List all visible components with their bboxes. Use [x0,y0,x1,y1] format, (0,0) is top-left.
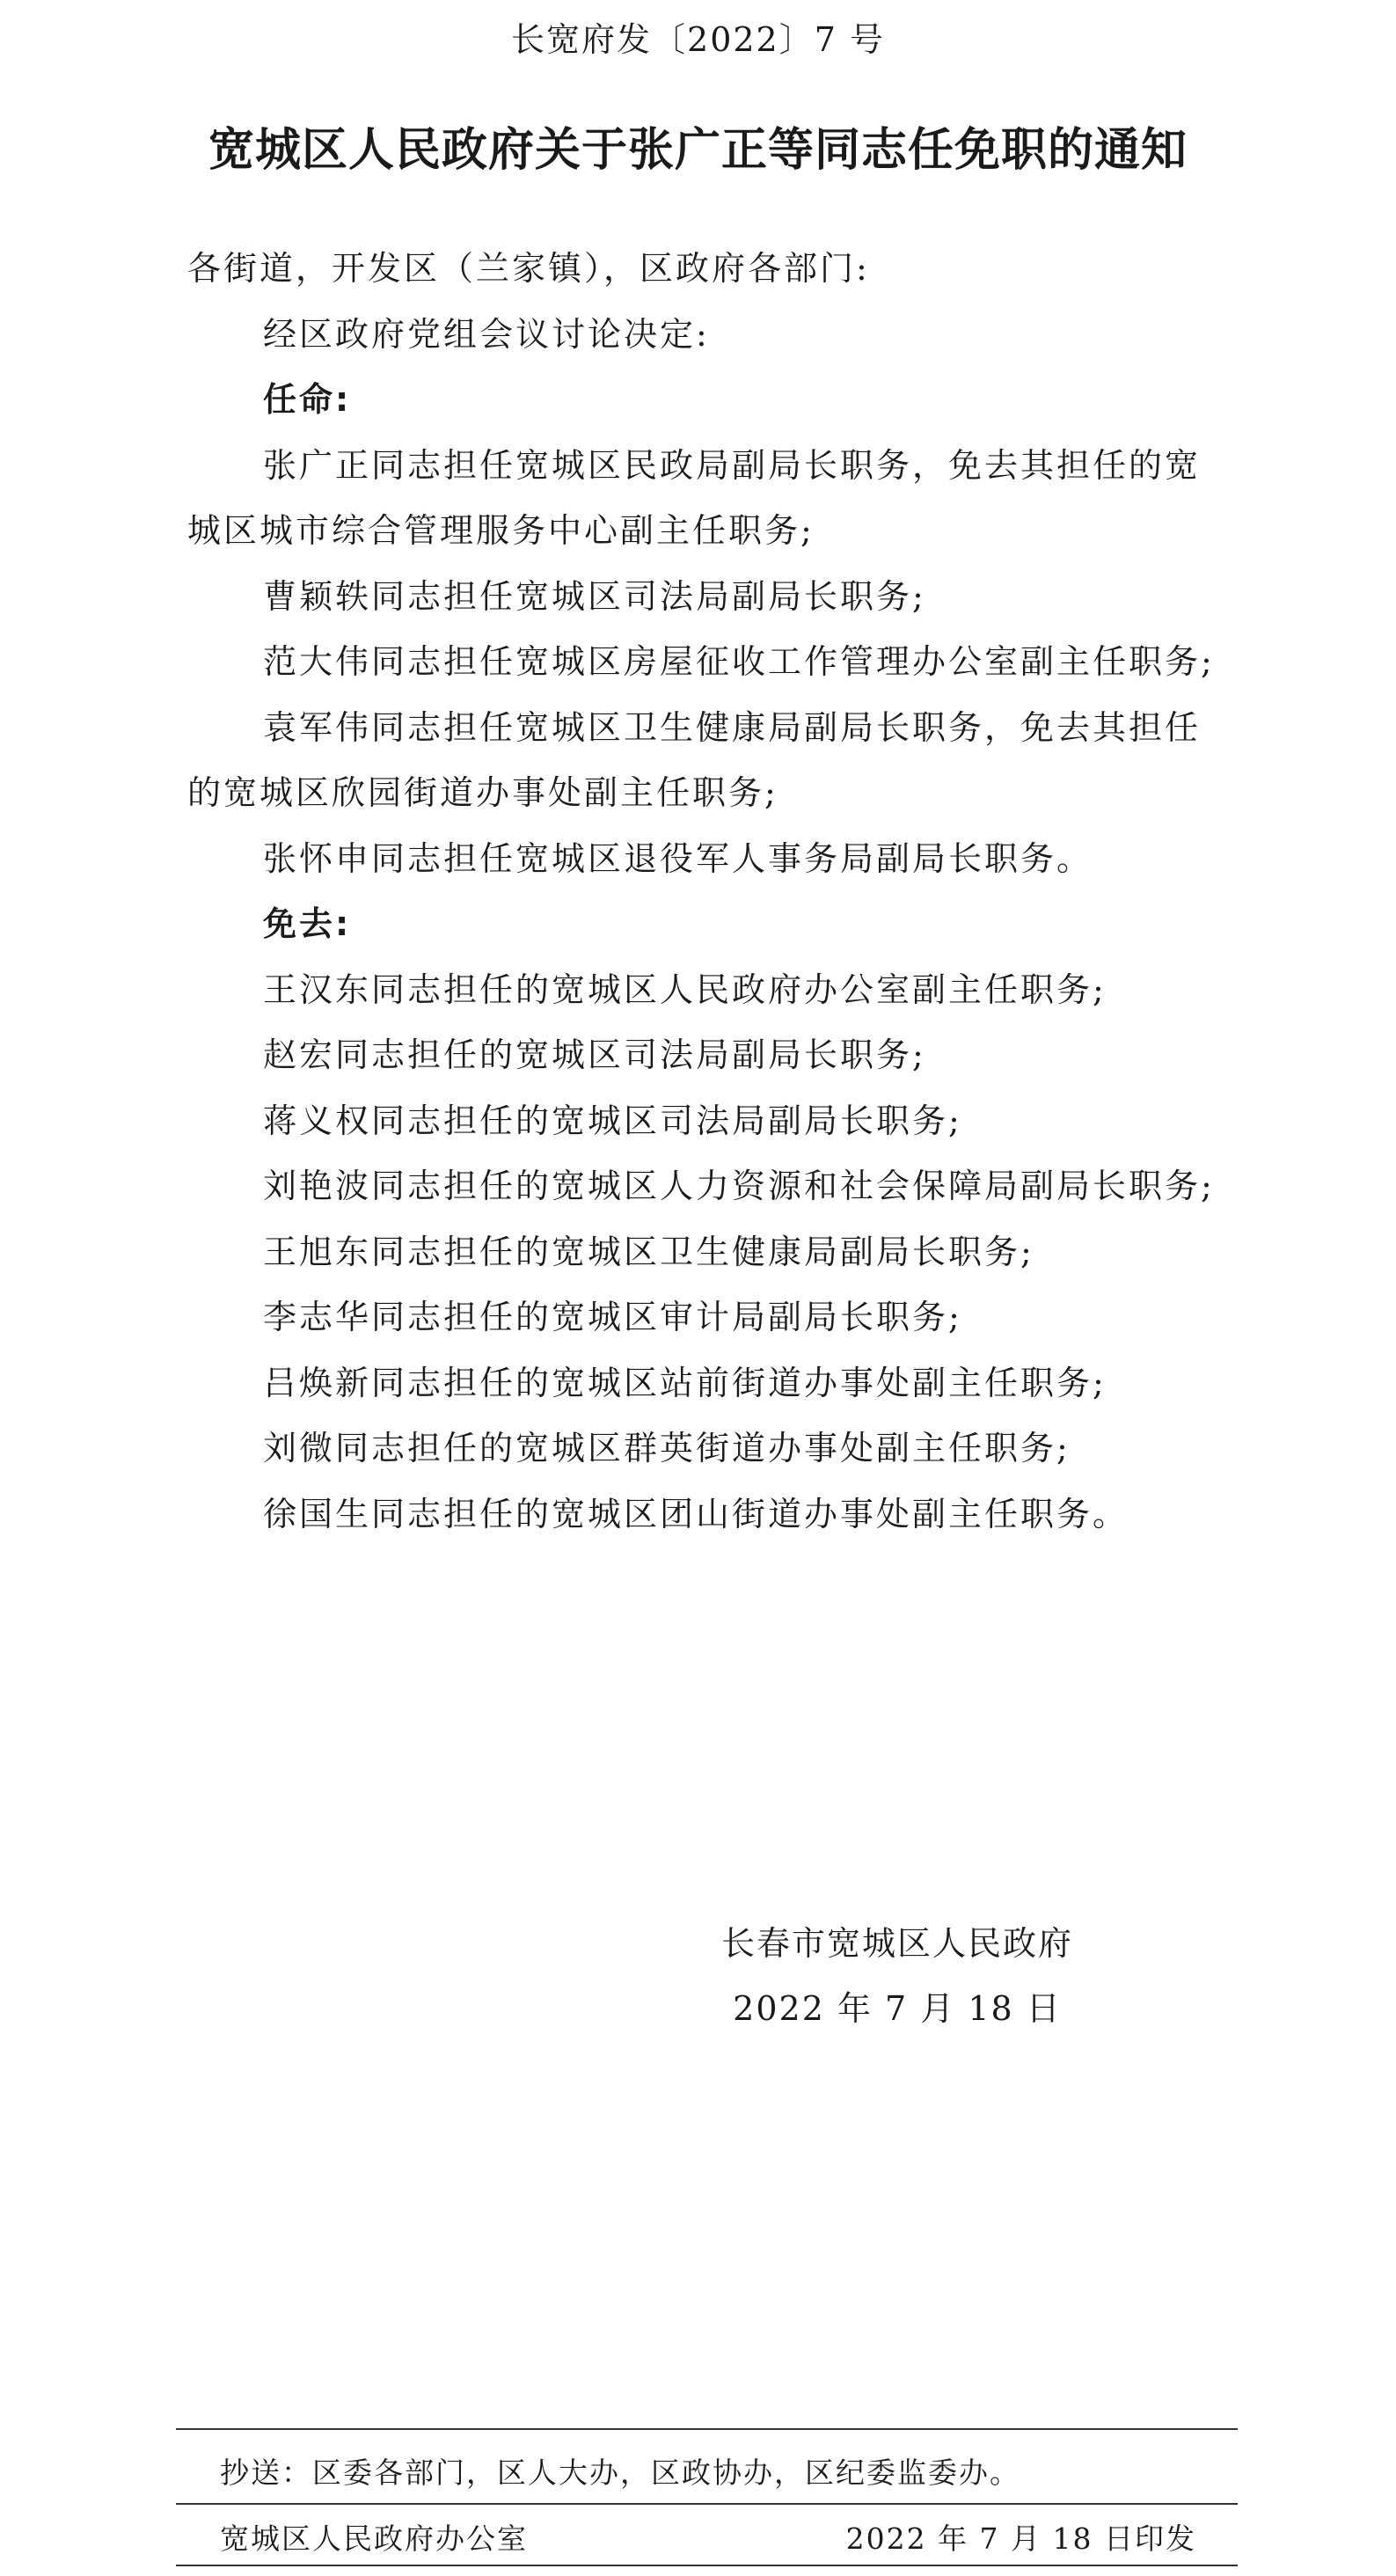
appointment-item: 张怀申同志担任宽城区退役军人事务局副局长职务。 [263,838,1093,878]
document-title: 宽城区人民政府关于张广正等同志任免职的通知 [208,124,1188,177]
footer-divider-bottom [176,2565,1238,2566]
appoint-heading: 任命: [263,380,352,419]
dismissal-item: 李志华同志担任的宽城区审计局副局长职务; [263,1298,962,1336]
appointment-item: 范大伟同志担任宽城区房屋征收工作管理办公室副主任职务; [263,642,1215,681]
issuing-organization: 长春市宽城区人民政府 [720,1924,1073,1963]
print-date: 2022 年 7 月 18 日印发 [845,2521,1196,2556]
footer-divider-middle [176,2503,1238,2505]
dismissal-item: 刘艳波同志担任的宽城区人力资源和社会保障局副局长职务; [263,1167,1215,1205]
document-body [187,236,1225,1547]
appointment-item: 袁军伟同志担任宽城区卫生健康局副局长职务，免去其担任的宽城区欣园街道办事处副主任职务; [187,707,1202,812]
dismiss-heading: 免去: [263,904,352,943]
issuing-office: 宽城区人民政府办公室 [220,2521,528,2556]
dismissal-item: 王汉东同志担任的宽城区人民政府办公室副主任职务; [263,970,1107,1009]
cc-line: 抄送：区委各部门，区人大办，区政协办，区纪委监委办。 [220,2455,1020,2490]
document-number: 长宽府发〔2022〕7 号 [511,20,885,59]
signature-block [704,1911,1091,2041]
issue-date: 2022 年 7 月 18 日 [733,1989,1062,2028]
footer-divider-top [176,2428,1238,2430]
print-info [220,2516,1196,2558]
dismissal-item: 王旭东同志担任的宽城区卫生健康局副局长职务; [263,1232,1034,1271]
appointment-item: 曹颖轶同志担任宽城区司法局副局长职务; [263,576,926,616]
appointment-item: 张广正同志担任宽城区民政局副局长职务，免去其担任的宽城区城市综合管理服务中心副主任职务; [187,445,1202,550]
intro-line: 经区政府党组会议讨论决定: [263,314,710,354]
dismissal-item: 蒋义权同志担任的宽城区司法局副局长职务; [263,1101,962,1140]
dismissal-item: 吕焕新同志担任的宽城区站前街道办事处副主任职务; [263,1363,1107,1402]
salutation: 各街道，开发区（兰家镇），区政府各部门: [187,249,870,288]
dismissal-item: 徐国生同志担任的宽城区团山街道办事处副主任职务。 [263,1494,1129,1533]
dismissal-item: 刘微同志担任的宽城区群英街道办事处副主任职务; [263,1429,1071,1467]
dismissal-item: 赵宏同志担任的宽城区司法局副局长职务; [263,1036,926,1074]
